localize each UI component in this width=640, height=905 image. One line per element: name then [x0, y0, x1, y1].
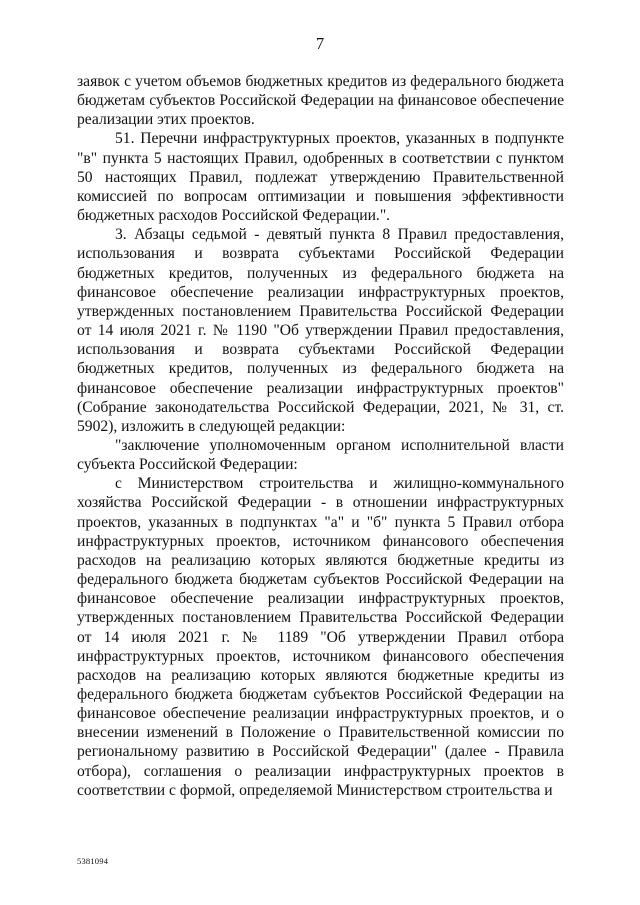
paragraph: с Министерством строительства и жилищно-коммунального хозяйства Российской Федерации - в отношении инфраструктурных проектов, указанных в подпунктах "а" и "б" пункта 5 Правил отбора инфраструктурных проектов, источником финансового обеспечения расходов на реализацию которых являются бюджетные кредиты из федерального бюджета бюджетам субъектов Российской Федерации на финансовое обеспечение реализации инфраструктурных проектов, утвержденных постановлением Правительства Российской Федерации от 14 июля 2021 г. № 1189 "Об утверждении Правил отбора инфраструктурных проектов, источником финансового обеспечения расходов на реализацию которых являются бюджетные кредиты из федерального бюджета бюджетам субъектов Российской Федерации на финансовое обеспечение реализации инфраструктурных проектов, и о внесении изменений в Положение о Правительственной комиссии по региональному развитию в Российской Федерации" (далее - Правила отбора), соглашения о реализации инфраструктурных проектов в соответствии с формой, определяемой Министерством строительства и [77, 475, 564, 799]
paragraph: заявок с учетом объемов бюджетных кредитов из федерального бюджета бюджетам субъектов Российской Федерации на финансовое обеспечение реализации этих проектов. [77, 73, 564, 129]
paragraph: 51. Перечни инфраструктурных проектов, указанных в подпункте "в" пункта 5 настоящих Правил, одобренных в соответствии с пунктом 50 настоящих Правил, подлежат утверждению Правительственной комиссией по вопросам оптимизации и повышения эффективности бюджетных расходов Российской Федерации.". [77, 130, 564, 225]
page-number: 7 [315, 34, 325, 53]
paragraph: 3. Абзацы седьмой - девятый пункта 8 Правил предоставления, использования и возврата субъектами Российской Федерации бюджетных кредитов, полученных из федерального бюджета на финансовое обеспечение реализации инфраструктурных проектов, утвержденных постановлением Правительства Российской Федерации от 14 июля 2021 г. № 1190 "Об утверждении Правил предоставления, использования и возврата субъектами Российской Федерации бюджетных кредитов, полученных из федерального бюджета на финансовое обеспечение реализации инфраструктурных проектов" (Собрание законодательства Российской Федерации, 2021, № 31, ст. 5902), изложить в следующей редакции: [77, 226, 564, 435]
document-id: 5381094 [77, 856, 109, 866]
paragraph: "заключение уполномоченным органом исполнительной власти субъекта Российской Федерации: [77, 436, 564, 474]
document-body [77, 72, 564, 800]
